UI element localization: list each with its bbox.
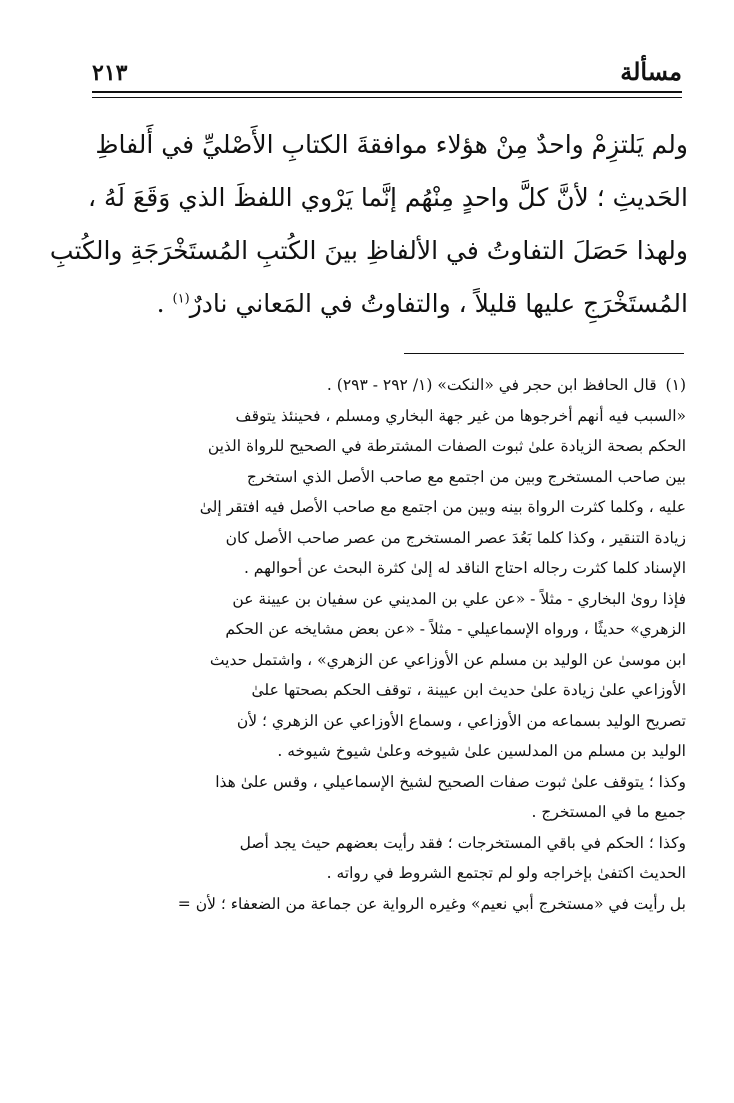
footnote-line: عليه ، وكلما كثرت الرواة بينه وبين من اجتمع مع صاحب الأصل فيه افتقر إلىٰ xyxy=(199,498,686,516)
footnote-line: الأوزاعي علىٰ زيادة علىٰ حديث ابن عيينة ، توقف الحكم بصحتها علىٰ xyxy=(251,681,686,699)
footnote-line: الحكم بصحة الزيادة علىٰ ثبوت الصفات المشترطة في الصحيح للرواة الذين xyxy=(207,437,686,455)
footnote-head xyxy=(60,370,686,401)
main-text-line: ولم يَلتزِمْ واحدٌ مِنْ هؤلاء موافقةَ الكتابِ الأَصْليِّ في أَلفاظِ xyxy=(95,130,688,159)
footnote-line: وكذا ؛ يتوقف علىٰ ثبوت صفات الصحيح لشيخ الإسماعيلي ، وقس علىٰ هذا xyxy=(215,772,686,791)
footnote-head-text: قال الحافظ ابن حجر في «النكت» (١/ ٢٩٢ - ٢٩٣) . xyxy=(326,376,657,394)
footnote-marker[interactable]: (١) xyxy=(172,291,190,307)
footnote-line: وكذا ؛ الحكم في باقي المستخرجات ؛ فقد رأيت بعضهم حيث يجد أصل xyxy=(239,833,686,852)
footnote-line: جميع ما في المستخرج . xyxy=(531,803,686,821)
page-number: ٢١٣ xyxy=(92,60,128,86)
footnote-line: فإذا روىٰ البخاري - مثلاً - «عن علي بن المديني عن سفيان بن عيينة عن xyxy=(232,589,686,608)
header-rule-thin xyxy=(92,97,682,98)
footnote-line: بل رأيت في «مستخرج أبي نعيم» وغيره الرواية عن جماعة من الضعفاء ؛ لأن = xyxy=(177,894,686,913)
footnote-line: بين صاحب المستخرج وبين من اجتمع مع صاحب الأصل الذي استخرج xyxy=(246,467,686,486)
footnote-separator xyxy=(404,353,684,354)
main-text-line: ولهذا حَصَلَ التفاوتُ في الألفاظِ بينَ الكُتبِ المُستَخْرَجَةِ والكُتبِ xyxy=(49,236,688,265)
main-text-line-content: المُستَخْرَجِ عليها قليلاً ، والتفاوتُ في المَعاني نادرٌ xyxy=(189,289,688,318)
footnote-number: (١) xyxy=(665,376,686,394)
footnote-line: «السبب فيه أنهم أخرجوها من غير جهة البخاري ومسلم ، فحينئذ يتوقف xyxy=(235,406,686,425)
main-text-line-end: . xyxy=(156,289,173,318)
header-rule-thick xyxy=(92,91,682,93)
footnote-line: زيادة التنقير ، وكذا كلما بَعُدَ عصر المستخرج من عصر صاحب الأصل كان xyxy=(225,528,686,547)
footnote-line: تصريح الوليد بسماعه من الأوزاعي ، وسماع الأوزاعي عن الزهري ؛ لأن xyxy=(236,711,686,730)
footnote-line: الحديث اكتفىٰ بإخراجه ولو لم تجتمع الشروط في رواته . xyxy=(326,864,686,882)
main-text-line: الحَديثِ ؛ لأنَّ كلَّ واحدٍ مِنْهُم إنَّما يَرْوي اللفظَ الذي وَقَعَ لَهُ ، xyxy=(87,183,688,212)
footnote-line: الوليد بن مسلم من المدلسين علىٰ شيوخه وعلىٰ شيوخ شيوخه . xyxy=(277,742,686,760)
page-header xyxy=(92,52,682,86)
footnote-line: الزهري» حديثًا ، ورواه الإسماعيلي - مثلاً - «عن بعض مشايخه عن الحكم xyxy=(225,620,686,638)
footnote-line: ابن موسىٰ عن الوليد بن مسلم عن الأوزاعي عن الزهري» ، واشتمل حديث xyxy=(209,650,686,669)
main-text xyxy=(49,118,688,330)
footnotes xyxy=(60,370,686,919)
main-text-line-last xyxy=(78,277,688,330)
running-title: مسألة xyxy=(620,57,682,86)
footnote-line: الإسناد كلما كثرت رجاله احتاج الناقد له إلىٰ كثرة البحث عن أحوالهم . xyxy=(243,559,686,577)
